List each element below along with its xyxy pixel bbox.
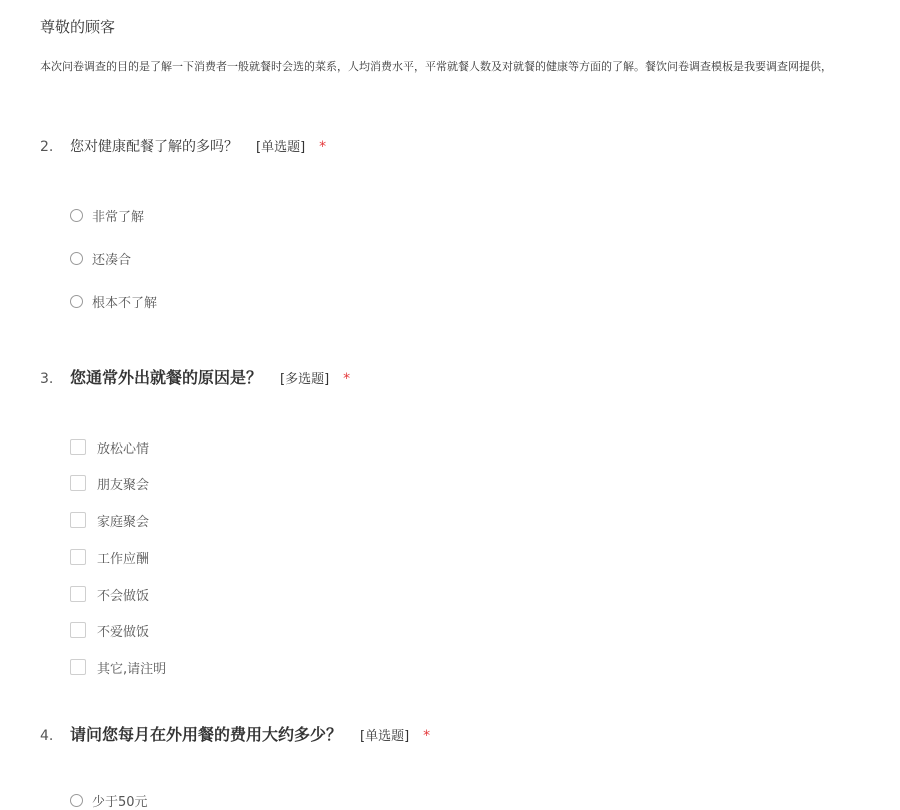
question-text: 您通常外出就餐的原因是？ [70,368,263,387]
option-label: 非常了解 [92,209,145,225]
radio-option-so-so[interactable] [70,248,131,268]
option-label: 根本不了解 [92,295,158,311]
radio-option-very-familiar[interactable] [70,205,144,225]
checkbox-option-business[interactable] [70,547,149,567]
checkbox[interactable] [70,439,86,455]
question-3 [40,365,350,388]
question-number: 3. [40,371,54,387]
radio-option-under-50[interactable] [70,790,148,810]
option-label: 放松心情 [97,441,150,457]
checkbox[interactable] [70,659,86,675]
option-label: 工作应酬 [97,551,150,567]
checkbox-option-family-gathering[interactable] [70,510,149,530]
question-2 [40,136,326,156]
checkbox-option-relax[interactable] [70,437,149,457]
question-type: [单选题] [256,140,306,155]
checkbox-option-other[interactable] [70,657,166,677]
checkbox-option-cannot-cook[interactable] [70,584,149,604]
radio-button[interactable] [70,794,83,807]
question-type: [多选题] [280,372,330,387]
page-greeting: 尊敬的顾客 [40,18,116,36]
question-4 [40,722,430,745]
required-asterisk: * [423,728,431,744]
radio-button[interactable] [70,295,83,308]
radio-button[interactable] [70,209,83,222]
option-label: 家庭聚会 [97,514,150,530]
checkbox[interactable] [70,475,86,491]
question-text: 请问您每月在外用餐的费用大约多少？ [70,725,343,744]
required-asterisk: * [343,371,351,387]
radio-button[interactable] [70,252,83,265]
survey-intro: 本次问卷调查的目的是了解一下消费者一般就餐时会选的菜系，人均消费水平，平常就餐人数及对就餐的健康等方面的了解。餐饮问卷调查模板是我要调查网提供， [40,60,832,73]
checkbox-option-dislike-cooking[interactable] [70,620,149,640]
required-asterisk: * [319,139,327,155]
checkbox-option-friends-gathering[interactable] [70,473,149,493]
option-label: 还凑合 [92,252,132,268]
question-text: 您对健康配餐了解的多吗？ [70,139,238,155]
option-label: 不爱做饭 [97,624,150,640]
checkbox[interactable] [70,549,86,565]
checkbox[interactable] [70,586,86,602]
option-label: 朋友聚会 [97,477,150,493]
option-label: 少于50元 [92,794,148,810]
question-number: 4. [40,728,54,744]
checkbox[interactable] [70,622,86,638]
option-label: 其它,请注明 [97,661,167,677]
option-label: 不会做饭 [97,588,150,604]
question-type: [单选题] [360,729,410,744]
checkbox[interactable] [70,512,86,528]
question-number: 2. [40,139,54,155]
radio-option-not-at-all[interactable] [70,291,157,311]
